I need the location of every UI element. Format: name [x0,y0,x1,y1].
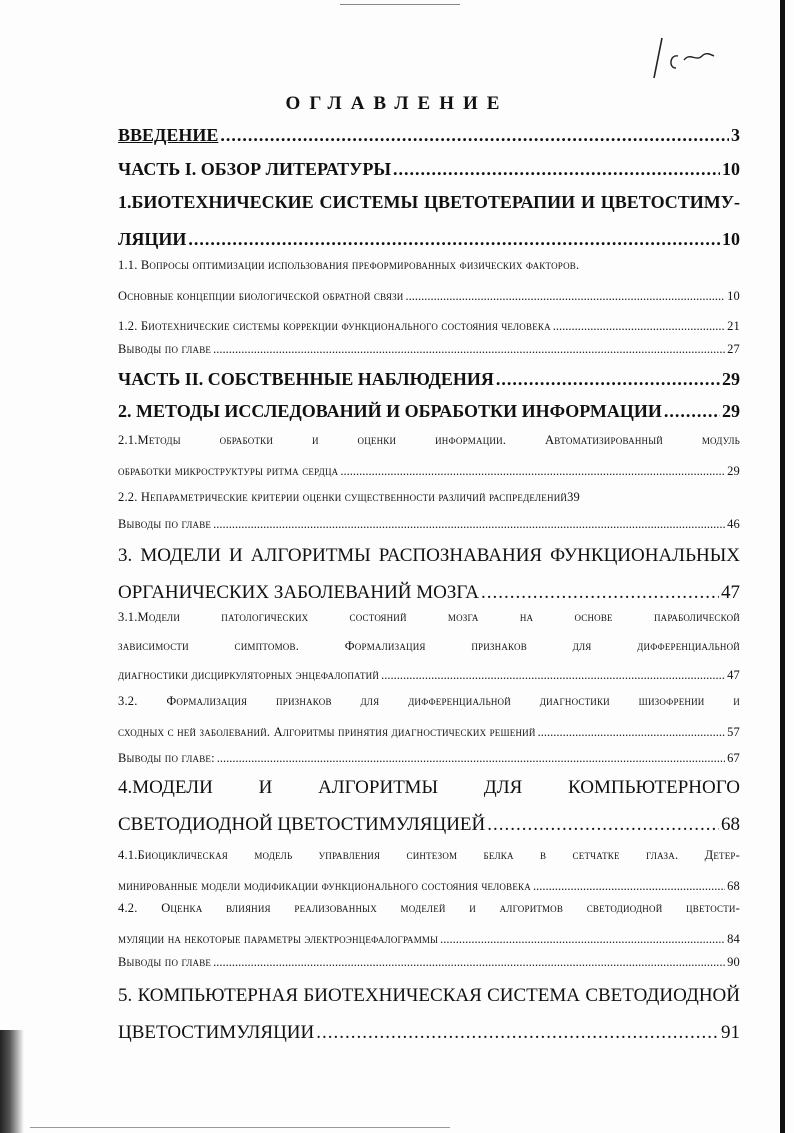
toc-title: ОГЛАВЛЕНИЕ [285,93,509,114]
entry-title: ЛЯЦИИ [118,229,187,249]
page-number: 68 [727,879,740,893]
page-number: 84 [727,932,740,946]
entry-title: ЦВЕТОСТИМУЛЯЦИИ [118,1022,315,1043]
entry-title-line: 1.1. Вопросы оптимизации использования преформированных физических факторов. [118,258,580,272]
handwritten-signature [640,26,750,86]
toc-entry-conclusions-2[interactable] [118,509,740,540]
page-number: 68 [721,814,740,835]
page-number: 57 [727,725,740,739]
entry-title: ЧАСТЬ II. СОБСТВЕННЫЕ НАБЛЮДЕНИЯ [118,369,494,389]
entry-title-line: 4.2. Оценка влияния реализованных моделей и алгоритмов светодиодной цветости- [118,901,740,915]
entry-title-line: 4.1.Биоциклическая модель управления синтезом белка в сетчатке глаза. Детер- [118,848,740,862]
entry-title: ЧАСТЬ I. ОБЗОР ЛИТЕРАТУРЫ [118,159,392,179]
scan-artifact-top [340,4,460,5]
entry-title-line: 3.1.Модели патологических состояний мозга на основе параболической [118,610,740,624]
page-number: 21 [727,319,740,333]
page-number: 47 [727,668,740,682]
page-number: 39 [567,490,581,504]
entry-title: ОРГАНИЧЕСКИХ ЗАБОЛЕВАНИЙ МОЗГА [118,582,480,603]
entry-title: Выводы по главе: [118,751,215,765]
entry-title: 2.2. Непараметрические критерии оценки существенности различий распределений [118,490,568,504]
entry-title: Основные концепции биологической обратной связи [118,289,404,303]
toc-entry-chapter-5[interactable] [118,977,740,1051]
page-number: 10 [722,229,740,249]
entry-title: ВВЕДЕНИЕ [118,125,219,145]
page-number: 46 [727,517,740,531]
toc-entry-conclusions-4[interactable] [118,947,740,978]
entry-title: обработки микроструктуры ритма сердца [118,464,339,478]
toc-entry-chapter-3[interactable] [118,537,740,611]
toc-entry-3-1[interactable] [118,603,740,690]
toc-entry-part-1[interactable] [118,151,740,188]
entry-title: муляции на некоторые параметры электроэнцефалограммы [118,932,439,946]
scan-edge-right [780,0,785,1133]
toc-entry-2-1[interactable] [118,425,740,487]
entry-title-line: 1.БИОТЕХНИЧЕСКИЕ СИСТЕМЫ ЦВЕТОТЕРАПИИ И ЦВЕТОСТИМУ- [118,192,740,212]
entry-title: Выводы по главе [118,517,212,531]
toc-entry-3-2[interactable] [118,686,740,748]
entry-title-line: 5. КОМПЬЮТЕРНАЯ БИОТЕХНИЧЕСКАЯ СИСТЕМА СВЕТОДИОДНОЙ [118,985,740,1006]
page-number: 29 [722,369,740,389]
toc-entry-chapter-1[interactable] [118,184,740,258]
page-number: 67 [727,751,740,765]
page-number: 47 [721,582,740,603]
entry-title-line: 2.1.Методы обработки и оценки информации. Автоматизированный модуль [118,433,740,447]
toc-entry-chapter-4[interactable] [118,769,740,843]
entry-title-line: зависимости симптомов. Формализация признаков для дифференциальной [118,639,740,653]
entry-title: СВЕТОДИОДНОЙ ЦВЕТОСТИМУЛЯЦИЕЙ [118,814,486,835]
page-number: 10 [727,289,740,303]
entry-title: 1.2. Биотехнические системы коррекции функционального состояния человека [118,319,551,333]
scan-shadow-left [0,1030,24,1133]
entry-title: 2. МЕТОДЫ ИССЛЕДОВАНИЙ И ОБРАБОТКИ ИНФОРМАЦИИ [118,401,662,421]
page-number: 29 [727,464,740,478]
entry-title: сходных с ней заболеваний. Алгоритмы принятия диагностических решений [118,725,536,739]
entry-title-line: 3.2. Формализация признаков для дифференциальной диагностики шизофрении и [118,694,740,708]
page-number: 3 [731,125,740,145]
entry-title: Выводы по главе [118,955,212,969]
page-number: 27 [727,342,740,356]
entry-title: диагностики дисциркуляторных энцефалопатий [118,668,380,682]
toc-entry-4-2[interactable] [118,893,740,955]
page-number: 10 [722,159,740,179]
entry-title: минированные модели модификации функционального состояния человека [118,879,531,893]
entry-title: Выводы по главе [118,342,212,356]
page-number: 91 [721,1022,740,1043]
entry-title-line: 4.МОДЕЛИ И АЛГОРИТМЫ ДЛЯ КОМПЬЮТЕРНОГО [118,777,740,798]
entry-title-line: 3. МОДЕЛИ И АЛГОРИТМЫ РАСПОЗНАВАНИЯ ФУНКЦИОНАЛЬНЫХ [118,545,740,566]
page-number: 90 [727,955,740,969]
toc-entry-introduction[interactable] [118,117,740,154]
page-number: 29 [722,401,740,421]
scan-artifact-bottom [30,1127,450,1128]
toc-entry-1-1[interactable] [118,250,740,312]
